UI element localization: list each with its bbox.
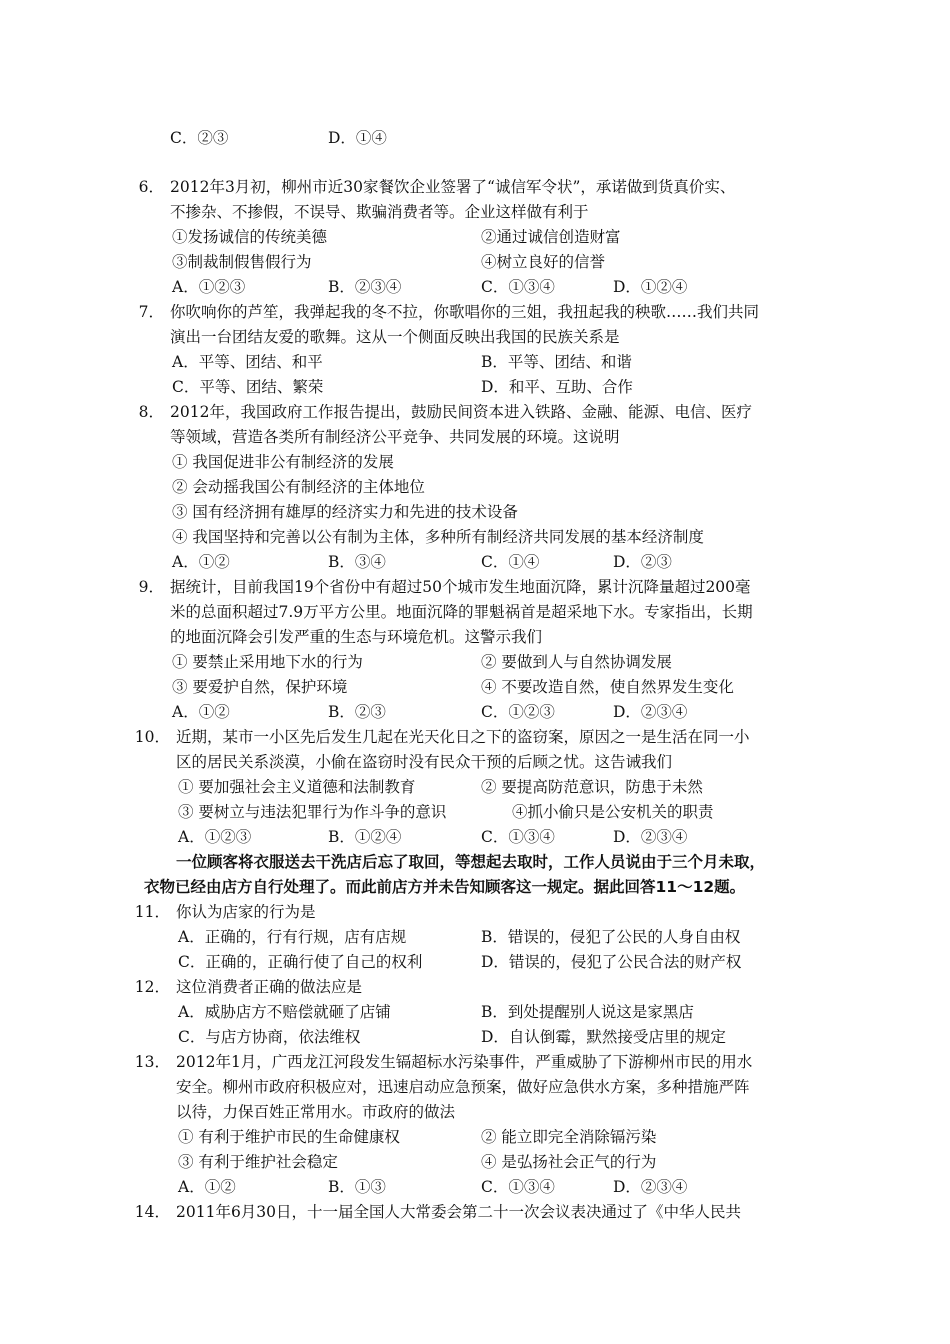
statement: ① 有利于维护市民的生命健康权 bbox=[178, 1128, 400, 1146]
statement: ③制裁制假售假行为 bbox=[172, 253, 312, 271]
option-b: B．①②④ bbox=[328, 828, 402, 846]
option-d: D．①④ bbox=[328, 129, 387, 147]
option-b: B．③④ bbox=[328, 553, 386, 571]
question-stem: 安全。柳州市政府积极应对，迅速启动应急预案，做好应急供水方案，多种措施严阵 bbox=[176, 1078, 750, 1096]
option-b: B．②③④ bbox=[328, 278, 402, 296]
option-c: C．①③④ bbox=[481, 828, 555, 846]
statement: ③ 国有经济拥有雄厚的经济实力和先进的技术设备 bbox=[172, 503, 518, 521]
statement: ② 要提高防范意识，防患于未然 bbox=[481, 778, 703, 796]
question-stem: 你吹响你的芦笙，我弹起我的冬不拉，你歌唱你的三姐，我扭起我的秧歌……我们共同 bbox=[170, 303, 760, 321]
question-number: 6． bbox=[138, 178, 164, 196]
statement: ④ 是弘扬社会正气的行为 bbox=[481, 1153, 657, 1171]
option-c: C．②③ bbox=[170, 129, 229, 147]
question-stem: 2012年3月初，柳州市近30家餐饮企业签署了“诚信军令状”，承诺做到货真价实、 bbox=[170, 178, 736, 196]
question-number: 11． bbox=[134, 903, 170, 921]
passage-text: 一位顾客将衣服送去干洗店后忘了取回，等想起去取时，工作人员说由于三个月未取， bbox=[176, 853, 766, 871]
question-stem: 2012年，我国政府工作报告提出，鼓励民间资本进入铁路、金融、能源、电信、医疗 bbox=[170, 403, 752, 421]
question-number: 8． bbox=[138, 403, 164, 421]
option-d: D．错误的，侵犯了公民合法的财产权 bbox=[481, 953, 742, 971]
statement: ③ 要树立与违法犯罪行为作斗争的意识 bbox=[178, 803, 447, 821]
question-stem: 以待，力保百姓正常用水。市政府的做法 bbox=[176, 1103, 456, 1121]
option-d: D．①②④ bbox=[613, 278, 688, 296]
question-stem: 这位消费者正确的做法应是 bbox=[176, 978, 363, 996]
question-number: 13． bbox=[134, 1053, 170, 1071]
statement: ② 会动摇我国公有制经济的主体地位 bbox=[172, 478, 425, 496]
option-a: A．①② bbox=[172, 703, 230, 721]
option-b: B．①③ bbox=[328, 1178, 386, 1196]
statement: ③ 有利于维护社会稳定 bbox=[178, 1153, 338, 1171]
question-stem: 等领域，营造各类所有制经济公平竞争、共同发展的环境。这说明 bbox=[170, 428, 620, 446]
statement: ④抓小偷只是公安机关的职责 bbox=[512, 803, 714, 821]
question-stem: 米的总面积超过7.9万平方公里。地面沉降的罪魁祸首是超采地下水。专家指出，长期 bbox=[170, 603, 753, 621]
option-d: D．②③④ bbox=[613, 1178, 688, 1196]
statement: ② 能立即完全消除镉污染 bbox=[481, 1128, 657, 1146]
question-number: 10． bbox=[134, 728, 170, 746]
option-a: A．威胁店方不赔偿就砸了店铺 bbox=[178, 1003, 391, 1021]
option-a: A．①②③ bbox=[178, 828, 252, 846]
question-number: 12． bbox=[134, 978, 170, 996]
question-stem: 近期，某市一小区先后发生几起在光天化日之下的盗窃案，原因之一是生活在同一小 bbox=[176, 728, 750, 746]
option-a: A．①② bbox=[172, 553, 230, 571]
statement: ③ 要爱护自然，保护环境 bbox=[172, 678, 348, 696]
question-stem: 演出一台团结友爱的歌舞。这从一个侧面反映出我国的民族关系是 bbox=[170, 328, 620, 346]
statement: ④树立良好的信誉 bbox=[481, 253, 606, 271]
option-d: D．②③④ bbox=[613, 828, 688, 846]
option-b: B．平等、团结、和谐 bbox=[481, 353, 632, 371]
option-c: C．①③④ bbox=[481, 1178, 555, 1196]
option-c: C．与店方协商，依法维权 bbox=[178, 1028, 361, 1046]
option-b: B．到处提醒别人说这是家黑店 bbox=[481, 1003, 694, 1021]
option-a: A．①②③ bbox=[172, 278, 246, 296]
option-c: C．①②③ bbox=[481, 703, 555, 721]
statement: ④ 我国坚持和完善以公有制为主体，多种所有制经济共同发展的基本经济制度 bbox=[172, 528, 704, 546]
question-number: 9． bbox=[138, 578, 164, 596]
option-b: B．错误的，侵犯了公民的人身自由权 bbox=[481, 928, 741, 946]
option-a: A．正确的，行有行规，店有店规 bbox=[178, 928, 407, 946]
question-stem: 区的居民关系淡漠，小偷在盗窃时没有民众干预的后顾之忧。这告诫我们 bbox=[176, 753, 673, 771]
option-c: C．平等、团结、繁荣 bbox=[172, 378, 324, 396]
question-stem: 你认为店家的行为是 bbox=[176, 903, 316, 921]
statement: ① 要禁止采用地下水的行为 bbox=[172, 653, 363, 671]
option-c: C．①③④ bbox=[481, 278, 555, 296]
question-stem: 不掺杂、不掺假，不误导、欺骗消费者等。企业这样做有利于 bbox=[170, 203, 589, 221]
question-stem: 的地面沉降会引发严重的生态与环境危机。这警示我们 bbox=[170, 628, 543, 646]
option-d: D．和平、互助、合作 bbox=[481, 378, 633, 396]
option-a: A．平等、团结、和平 bbox=[172, 353, 323, 371]
option-c: C．正确的，正确行使了自己的权利 bbox=[178, 953, 423, 971]
passage-text: 衣物已经由店方自行处理了。而此前店方并未告知顾客这一规定。据此回答11～12题。 bbox=[144, 878, 746, 896]
question-number: 7． bbox=[138, 303, 164, 321]
option-d: D．②③④ bbox=[613, 703, 688, 721]
question-number: 14． bbox=[134, 1203, 170, 1221]
option-c: C．①④ bbox=[481, 553, 540, 571]
statement: ②通过诚信创造财富 bbox=[481, 228, 621, 246]
option-d: D．②③ bbox=[613, 553, 672, 571]
statement: ① 我国促进非公有制经济的发展 bbox=[172, 453, 394, 471]
statement: ② 要做到人与自然协调发展 bbox=[481, 653, 672, 671]
question-stem: 2011年6月30日，十一届全国人大常委会第二十一次会议表决通过了《中华人民共 bbox=[176, 1203, 742, 1221]
statement: ①发扬诚信的传统美德 bbox=[172, 228, 328, 246]
statement: ④ 不要改造自然，使自然界发生变化 bbox=[481, 678, 734, 696]
option-d: D．自认倒霉，默然接受店里的规定 bbox=[481, 1028, 726, 1046]
question-stem: 据统计，目前我国19个省份中有超过50个城市发生地面沉降，累计沉降量超过200毫 bbox=[170, 578, 751, 596]
statement: ① 要加强社会主义道德和法制教育 bbox=[178, 778, 416, 796]
option-b: B．②③ bbox=[328, 703, 386, 721]
question-stem: 2012年1月，广西龙江河段发生镉超标水污染事件，严重威胁了下游柳州市民的用水 bbox=[176, 1053, 753, 1071]
option-a: A．①② bbox=[178, 1178, 236, 1196]
